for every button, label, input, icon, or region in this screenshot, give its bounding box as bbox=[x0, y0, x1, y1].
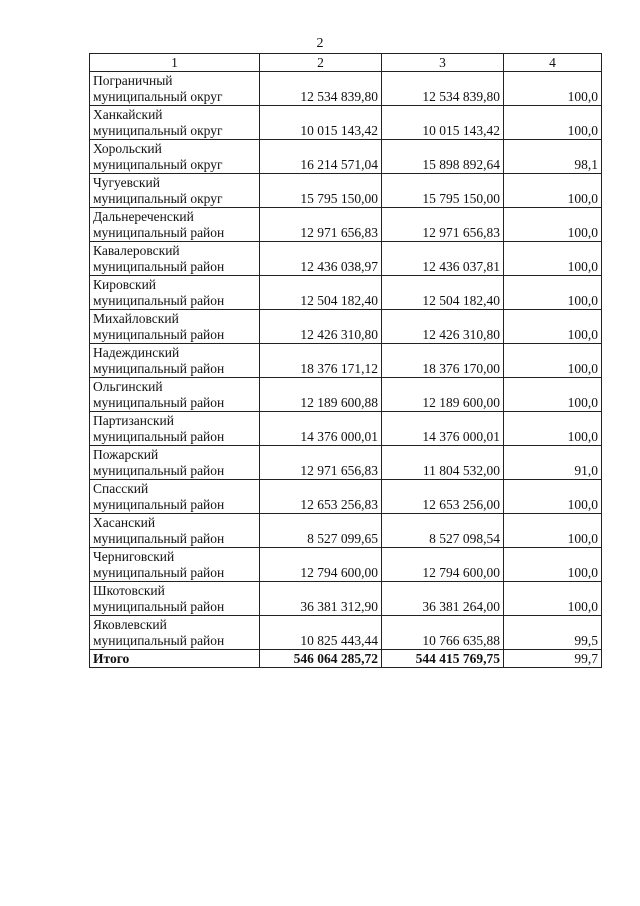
municipality-name-line1: Пограничный bbox=[93, 73, 173, 88]
percent-value: 91,0 bbox=[504, 446, 602, 480]
plan-amount: 16 214 571,04 bbox=[260, 140, 382, 174]
actual-amount: 10 766 635,88 bbox=[382, 616, 504, 650]
actual-amount: 15 795 150,00 bbox=[382, 174, 504, 208]
municipality-name-line2: муниципальный район bbox=[93, 293, 225, 308]
municipality-name bbox=[90, 106, 260, 140]
municipality-name-line1: Шкотовский bbox=[93, 583, 165, 598]
total-plan: 546 064 285,72 bbox=[260, 650, 382, 668]
municipality-name bbox=[90, 310, 260, 344]
actual-amount: 11 804 532,00 bbox=[382, 446, 504, 480]
table-row bbox=[90, 174, 602, 208]
actual-amount: 10 015 143,42 bbox=[382, 106, 504, 140]
plan-amount: 10 015 143,42 bbox=[260, 106, 382, 140]
plan-amount: 12 534 839,80 bbox=[260, 72, 382, 106]
plan-amount: 12 653 256,83 bbox=[260, 480, 382, 514]
table-row bbox=[90, 378, 602, 412]
table-row bbox=[90, 480, 602, 514]
percent-value: 100,0 bbox=[504, 582, 602, 616]
table-row bbox=[90, 106, 602, 140]
table-row bbox=[90, 140, 602, 174]
actual-amount: 14 376 000,01 bbox=[382, 412, 504, 446]
municipality-name-line1: Ольгинский bbox=[93, 379, 163, 394]
municipality-name-line2: муниципальный округ bbox=[93, 157, 223, 172]
municipality-name bbox=[90, 446, 260, 480]
municipality-name-line2: муниципальный район bbox=[93, 327, 225, 342]
municipality-name-line1: Хорольский bbox=[93, 141, 162, 156]
municipality-name-line2: муниципальный район bbox=[93, 259, 225, 274]
total-label: Итого bbox=[90, 650, 260, 668]
municipality-name-line1: Дальнереченский bbox=[93, 209, 194, 224]
municipality-name-line2: муниципальный район bbox=[93, 429, 225, 444]
total-percent: 99,7 bbox=[504, 650, 602, 668]
municipality-name-line2: муниципальный район bbox=[93, 531, 225, 546]
table-row bbox=[90, 616, 602, 650]
municipality-name-line1: Спасский bbox=[93, 481, 149, 496]
header-row bbox=[90, 54, 602, 72]
municipality-name bbox=[90, 582, 260, 616]
report-table bbox=[89, 53, 602, 668]
plan-amount: 18 376 171,12 bbox=[260, 344, 382, 378]
percent-value: 100,0 bbox=[504, 514, 602, 548]
percent-value: 100,0 bbox=[504, 310, 602, 344]
actual-amount: 12 534 839,80 bbox=[382, 72, 504, 106]
table-row bbox=[90, 208, 602, 242]
table-row bbox=[90, 276, 602, 310]
page-number: 2 bbox=[316, 36, 324, 51]
table-row bbox=[90, 548, 602, 582]
actual-amount: 8 527 098,54 bbox=[382, 514, 504, 548]
actual-amount: 12 426 310,80 bbox=[382, 310, 504, 344]
municipality-name-line1: Ханкайский bbox=[93, 107, 163, 122]
percent-value: 100,0 bbox=[504, 242, 602, 276]
municipality-name bbox=[90, 208, 260, 242]
percent-value: 100,0 bbox=[504, 208, 602, 242]
table-row bbox=[90, 72, 602, 106]
actual-amount: 12 653 256,00 bbox=[382, 480, 504, 514]
municipality-name-line2: муниципальный район bbox=[93, 497, 225, 512]
plan-amount: 12 189 600,88 bbox=[260, 378, 382, 412]
municipality-name bbox=[90, 242, 260, 276]
municipality-name-line1: Яковлевский bbox=[93, 617, 167, 632]
municipality-name-line2: муниципальный район bbox=[93, 361, 225, 376]
municipality-name bbox=[90, 72, 260, 106]
table-row bbox=[90, 446, 602, 480]
municipality-name bbox=[90, 174, 260, 208]
table-row bbox=[90, 344, 602, 378]
plan-amount: 12 971 656,83 bbox=[260, 446, 382, 480]
municipality-name-line1: Кировский bbox=[93, 277, 157, 292]
municipality-name-line2: муниципальный район bbox=[93, 633, 225, 648]
column-header-4: 4 bbox=[504, 54, 602, 72]
percent-value: 100,0 bbox=[504, 72, 602, 106]
municipality-name-line2: муниципальный район bbox=[93, 463, 225, 478]
table-row bbox=[90, 514, 602, 548]
percent-value: 98,1 bbox=[504, 140, 602, 174]
table-row bbox=[90, 310, 602, 344]
actual-amount: 12 189 600,00 bbox=[382, 378, 504, 412]
actual-amount: 18 376 170,00 bbox=[382, 344, 504, 378]
column-header-2: 2 bbox=[260, 54, 382, 72]
municipality-name bbox=[90, 616, 260, 650]
municipality-name bbox=[90, 276, 260, 310]
percent-value: 100,0 bbox=[504, 480, 602, 514]
percent-value: 100,0 bbox=[504, 344, 602, 378]
municipality-name-line1: Партизанский bbox=[93, 413, 174, 428]
percent-value: 100,0 bbox=[504, 378, 602, 412]
actual-amount: 12 794 600,00 bbox=[382, 548, 504, 582]
plan-amount: 14 376 000,01 bbox=[260, 412, 382, 446]
table-row bbox=[90, 242, 602, 276]
municipality-name-line1: Черниговский bbox=[93, 549, 175, 564]
plan-amount: 12 971 656,83 bbox=[260, 208, 382, 242]
percent-value: 100,0 bbox=[504, 106, 602, 140]
municipality-name-line1: Михайловский bbox=[93, 311, 179, 326]
municipality-name bbox=[90, 344, 260, 378]
municipality-name-line2: муниципальный округ bbox=[93, 123, 223, 138]
municipality-name bbox=[90, 480, 260, 514]
actual-amount: 15 898 892,64 bbox=[382, 140, 504, 174]
municipality-name-line1: Надеждинский bbox=[93, 345, 180, 360]
column-header-1: 1 bbox=[90, 54, 260, 72]
plan-amount: 10 825 443,44 bbox=[260, 616, 382, 650]
plan-amount: 15 795 150,00 bbox=[260, 174, 382, 208]
municipality-name bbox=[90, 378, 260, 412]
municipality-name bbox=[90, 548, 260, 582]
plan-amount: 12 436 038,97 bbox=[260, 242, 382, 276]
percent-value: 100,0 bbox=[504, 412, 602, 446]
municipality-name-line1: Хасанский bbox=[93, 515, 156, 530]
percent-value: 100,0 bbox=[504, 548, 602, 582]
plan-amount: 12 794 600,00 bbox=[260, 548, 382, 582]
table-row bbox=[90, 412, 602, 446]
plan-amount: 36 381 312,90 bbox=[260, 582, 382, 616]
total-row bbox=[90, 650, 602, 668]
municipality-name-line1: Пожарский bbox=[93, 447, 159, 462]
municipality-name-line2: муниципальный район bbox=[93, 565, 225, 580]
actual-amount: 12 504 182,40 bbox=[382, 276, 504, 310]
municipality-name bbox=[90, 140, 260, 174]
municipality-name bbox=[90, 514, 260, 548]
plan-amount: 12 426 310,80 bbox=[260, 310, 382, 344]
plan-amount: 8 527 099,65 bbox=[260, 514, 382, 548]
actual-amount: 12 971 656,83 bbox=[382, 208, 504, 242]
column-header-3: 3 bbox=[382, 54, 504, 72]
municipality-name-line2: муниципальный район bbox=[93, 599, 225, 614]
actual-amount: 12 436 037,81 bbox=[382, 242, 504, 276]
percent-value: 99,5 bbox=[504, 616, 602, 650]
percent-value: 100,0 bbox=[504, 276, 602, 310]
municipality-name-line2: муниципальный район bbox=[93, 395, 225, 410]
plan-amount: 12 504 182,40 bbox=[260, 276, 382, 310]
percent-value: 100,0 bbox=[504, 174, 602, 208]
municipality-name-line2: муниципальный округ bbox=[93, 191, 223, 206]
municipality-name-line2: муниципальный округ bbox=[93, 89, 223, 104]
municipality-name-line1: Чугуевский bbox=[93, 175, 160, 190]
municipality-name-line2: муниципальный район bbox=[93, 225, 225, 240]
actual-amount: 36 381 264,00 bbox=[382, 582, 504, 616]
municipality-name-line1: Кавалеровский bbox=[93, 243, 180, 258]
table-row bbox=[90, 582, 602, 616]
total-actual: 544 415 769,75 bbox=[382, 650, 504, 668]
municipality-name bbox=[90, 412, 260, 446]
